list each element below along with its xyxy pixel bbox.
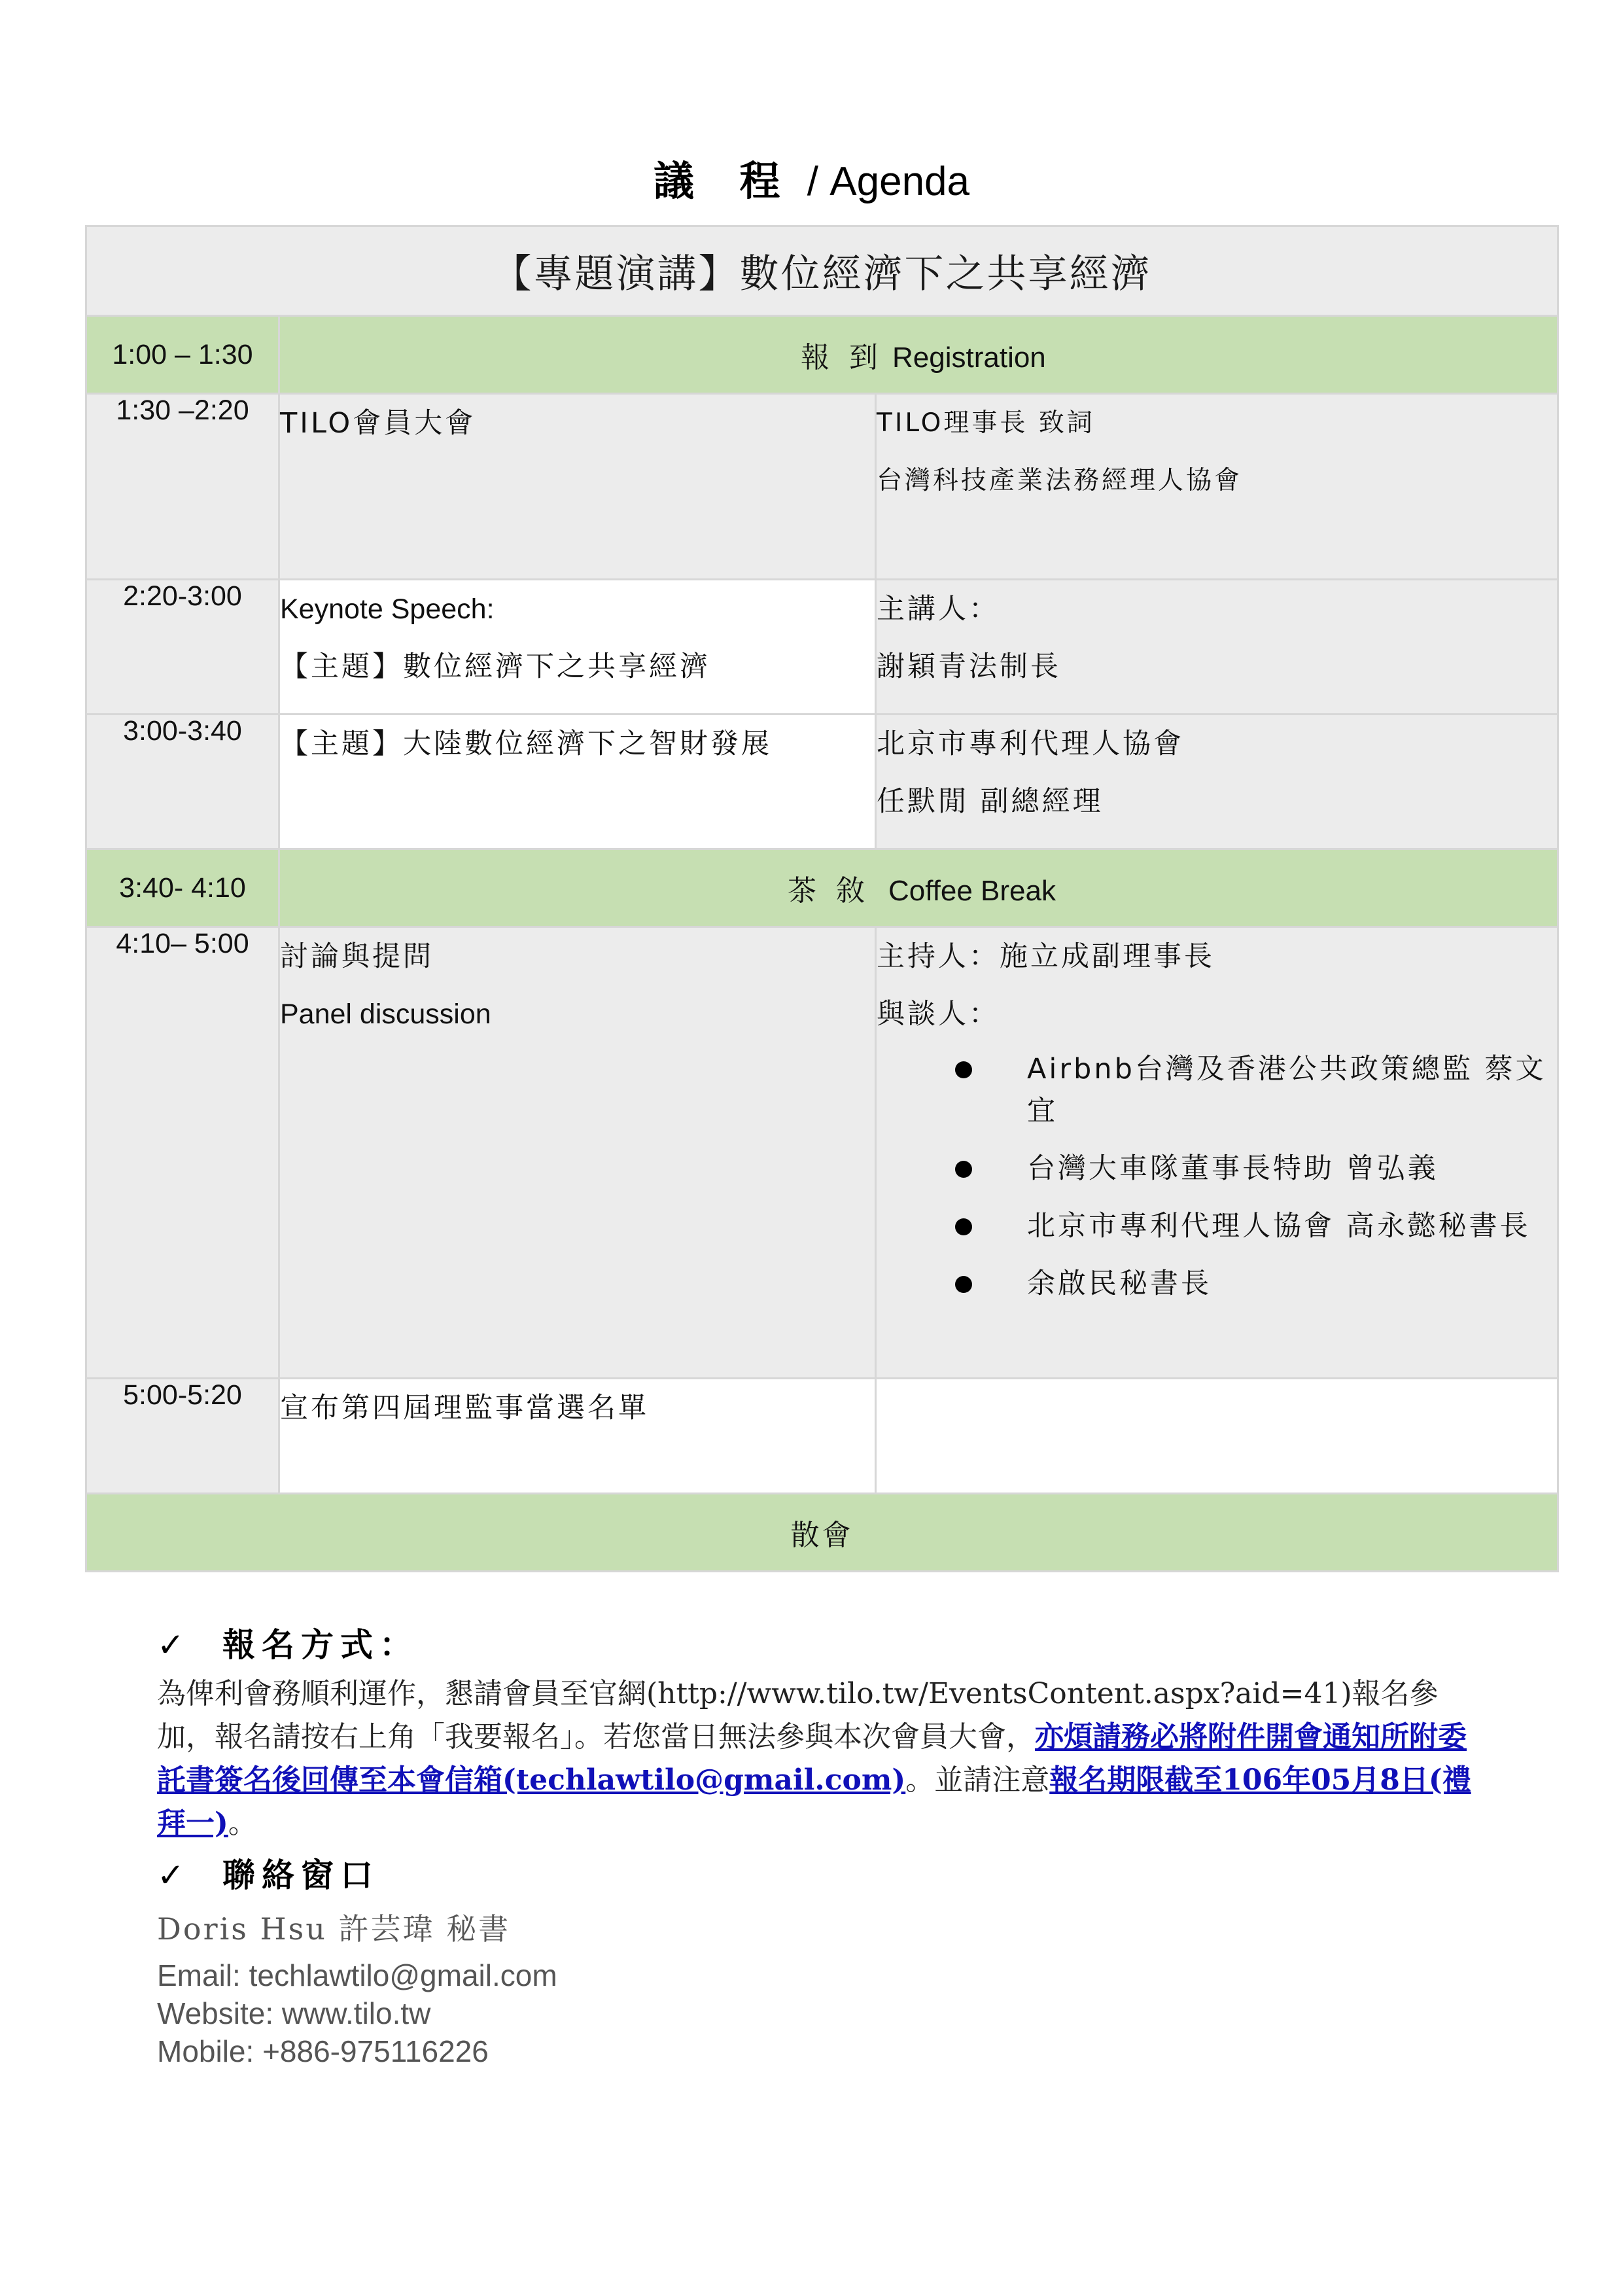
row-time: 1:30 –2:20 (86, 394, 279, 580)
closing-label: 散會 (86, 1494, 1558, 1572)
bullet-icon (955, 1218, 972, 1235)
row-speaker: 主講人： 謝穎青法制長 (876, 580, 1558, 715)
row-speaker (876, 1379, 1558, 1494)
registration-row (86, 316, 1558, 394)
row-speaker: TILO理事長 致詞 台灣科技產業法務經理人協會 (876, 394, 1558, 580)
title-zh: 議 程 (653, 157, 796, 205)
registration-label: 報 到 Registration (279, 316, 1558, 394)
closing-row (86, 1494, 1558, 1572)
row-topic: TILO會員大會 (279, 394, 876, 580)
list-item: 台灣大車隊董事長特助 曾弘義 (955, 1148, 1557, 1190)
row-topic: 宣布第四屆理監事當選名單 (279, 1379, 876, 1494)
checkmark-icon: ✓ (157, 1626, 184, 1664)
agenda-table (85, 225, 1559, 1572)
title-en: Agenda (829, 159, 970, 204)
bullet-icon (955, 1276, 972, 1293)
agenda-header-row (86, 226, 1558, 316)
contact-website[interactable]: Website: www.tilo.tw (157, 1996, 431, 2030)
list-item: 余啟民秘書長 (955, 1263, 1557, 1305)
row-time: 4:10– 5:00 (86, 927, 279, 1379)
table-row (86, 1379, 1558, 1494)
row-time: 2:20-3:00 (86, 580, 279, 715)
signup-paragraph: 為俾利會務順利運作，懇請會員至官網(http://www.tilo.tw/EventsContent.aspx?aid=41)報名參加，報名請按右上角「我要報名」。若您當日無法參與本次會員大會，亦煩請務必將附件開會通知所附委託書簽名後回傳至本會信箱(techlawtilo@gmail.com)。並請注意報名期限截至106年05月8日(禮拜一)。 (157, 1677, 1471, 1840)
proxy-return-link[interactable]: 亦煩請務必將附件開會通知所附委託書簽名後回傳至本會信箱(techlawtilo@gmail.com) (157, 1720, 1467, 1797)
row-topic: 【主題】大陸數位經濟下之智財發展 (279, 715, 876, 849)
table-row (86, 580, 1558, 715)
registration-time: 1:00 – 1:30 (86, 316, 279, 394)
table-row (86, 715, 1558, 849)
agenda-header: 【專題演講】數位經濟下之共享經濟 (86, 226, 1558, 316)
list-item: 北京市專利代理人協會 高永懿秘書長 (955, 1205, 1557, 1247)
row-topic: 討論與提問 Panel discussion (279, 927, 876, 1379)
signup-heading: ✓ 報名方式： (157, 1621, 1478, 1669)
row-time: 5:00-5:20 (86, 1379, 279, 1494)
checkmark-icon: ✓ (157, 1856, 184, 1894)
table-row (86, 927, 1558, 1379)
signup-section (157, 1621, 1478, 1845)
contact-heading: ✓ 聯絡窗口 (157, 1852, 557, 1899)
title-separator: / (795, 159, 830, 204)
contact-mobile: Mobile: +886-975116226 (157, 2034, 489, 2068)
contact-section (157, 1852, 557, 2070)
coffee-time: 3:40- 4:10 (86, 849, 279, 927)
row-speaker: 北京市專利代理人協會 任默閒 副總經理 (876, 715, 1558, 849)
row-speaker: 主持人：施立成副理事長 與談人： Airbnb台灣及香港公共政策總監 蔡文宜 台灣大車隊董事長特助 曾弘義 北京市專利代理人協會 高永懿秘書長 余啟民秘書長 (876, 927, 1558, 1379)
list-item: Airbnb台灣及香港公共政策總監 蔡文宜 (955, 1048, 1557, 1132)
bullet-icon (955, 1161, 972, 1178)
panelist-list (877, 1048, 1557, 1305)
table-row (86, 394, 1558, 580)
contact-name: Doris Hsu 許芸瑋 秘書 (157, 1911, 511, 1947)
contact-details (157, 1956, 557, 2070)
coffee-label: 茶 敘 Coffee Break (279, 849, 1558, 927)
bullet-icon (955, 1061, 972, 1078)
row-time: 3:00-3:40 (86, 715, 279, 849)
row-topic: Keynote Speech: 【主題】數位經濟下之共享經濟 (279, 580, 876, 715)
coffee-break-row (86, 849, 1558, 927)
contact-email[interactable]: Email: techlawtilo@gmail.com (157, 1958, 557, 1992)
deadline-link[interactable]: 報名期限截至106年05月8日(禮拜一) (157, 1763, 1471, 1840)
page-title (0, 152, 1623, 211)
